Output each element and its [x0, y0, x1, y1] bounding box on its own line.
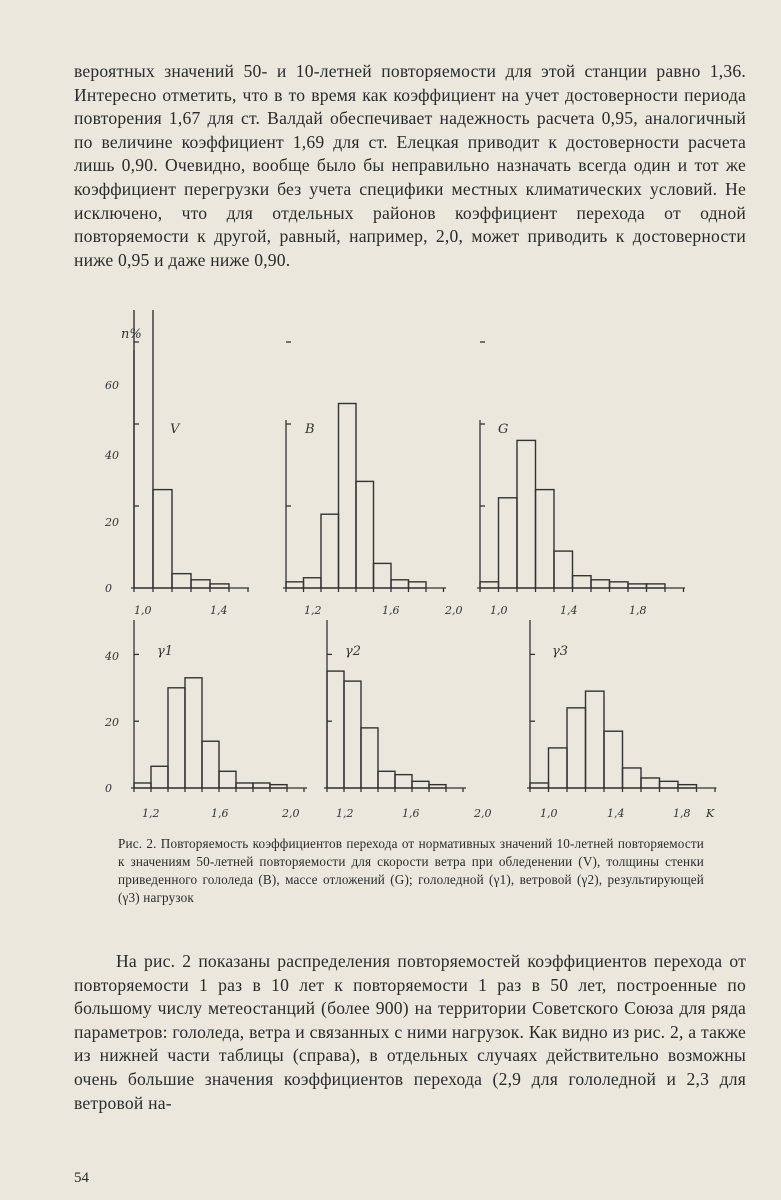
chart-5-bar: [327, 671, 344, 788]
chart-6-x-tick-label: K: [706, 807, 715, 820]
chart-1-bar: [172, 574, 191, 588]
chart-5-bar: [395, 775, 412, 788]
chart-1-bar: [191, 580, 210, 588]
chart-6-bar: [586, 691, 605, 788]
chart-5-x-tick-label: 2,0: [474, 807, 492, 820]
chart-3-bar: [591, 580, 610, 588]
chart-4-y-tick-label: 20: [105, 716, 119, 729]
chart-6-title: γ3: [552, 644, 569, 659]
chart-4-title: γ1: [157, 644, 174, 659]
chart-3-bar: [517, 440, 536, 588]
chart-6-bar: [530, 783, 549, 788]
chart-1-x-tick-label: 1,4: [210, 604, 228, 617]
chart-2-bar: [374, 563, 392, 588]
chart-4-bar: [185, 678, 202, 788]
chart-6-bar: [567, 708, 586, 788]
chart-5-bar: [412, 781, 429, 788]
chart-1-y-tick-label: 20: [105, 516, 119, 529]
chart-3-bar: [610, 582, 629, 588]
chart-4-bar: [202, 741, 219, 788]
chart-3-bar: [499, 498, 518, 588]
chart-1-bar: [134, 310, 153, 588]
chart-6-x-tick-label: 1,0: [540, 807, 558, 820]
chart-4-y-tick-label: 40: [105, 650, 119, 663]
chart-3-bar: [480, 582, 499, 588]
chart-1-y-tick-label: 60: [105, 379, 119, 392]
chart-5-x-tick-label: 1,6: [402, 807, 420, 820]
chart-4-bar: [270, 785, 287, 788]
chart-2-bar: [321, 514, 339, 588]
chart-3-bar: [554, 551, 573, 588]
chart-1-bar: [153, 490, 172, 588]
chart-4-bar: [219, 771, 236, 788]
chart-1-y-label: n%: [121, 327, 142, 342]
chart-6-bar: [678, 785, 697, 788]
chart-4-bar: [134, 783, 151, 788]
chart-6-bar: [660, 781, 679, 788]
chart-1-title: V: [170, 422, 180, 437]
chart-3-x-tick-label: 1,4: [560, 604, 578, 617]
page-number: 54: [74, 1170, 89, 1186]
chart-2-bar: [304, 578, 322, 588]
chart-4-bar: [236, 783, 253, 788]
chart-2-x-tick-label: 2,0: [445, 604, 463, 617]
chart-4-bar: [151, 766, 168, 788]
chart-3-x-tick-label: 1,0: [490, 604, 508, 617]
chart-1-y-tick-label: 0: [105, 582, 112, 595]
chart-5-bar: [429, 785, 446, 788]
chart-3-bar: [628, 584, 647, 588]
chart-3-bar: [573, 576, 592, 588]
chart-6-bar: [549, 748, 568, 788]
chart-4-x-tick-label: 2,0: [282, 807, 300, 820]
chart-5-bar: [344, 681, 361, 788]
chart-4-bar: [253, 783, 270, 788]
paragraph-bottom: На рис. 2 показаны распределения повторяемостей коэффициентов перехода от повторяемости 1 раз в 10 лет к повторяемости 1 раз в 50 лет, построенные по большому числу метеостанций (более 900) на территории Советского Союза для ряда параметров: гололеда, ветра и связанных с ними нагрузок. Как видно из рис. 2, а также из нижней части таблицы (справа), в отдельных случаях действительно возможны очень большие значения коэффициентов перехода (2,9 для гололедной и 2,3 для ветровой на-: [74, 951, 746, 1113]
chart-6-bar: [623, 768, 642, 788]
chart-4-x-tick-label: 1,2: [142, 807, 160, 820]
chart-5-title: γ2: [345, 644, 362, 659]
chart-2-x-tick-label: 1,6: [382, 604, 400, 617]
figure-2-histograms: [0, 310, 781, 830]
chart-3-x-tick-label: 1,8: [629, 604, 647, 617]
chart-2-bar: [286, 582, 304, 588]
chart-3-title: G: [498, 422, 509, 437]
chart-5-bar: [378, 771, 395, 788]
chart-3-bar: [536, 490, 555, 588]
chart-2-title: B: [305, 422, 315, 437]
chart-3-bar: [647, 584, 666, 588]
chart-2-bar: [356, 481, 374, 588]
figure-caption: Рис. 2. Повторяемость коэффициентов перехода от нормативных значений 10-летней повторяемости к значениям 50-летней повторяемости для скорости ветра при обледенении (V), толщины стенки приведенного гололеда (B), массе отложений (G); гололедной (γ1), ветровой (γ2), результирующей (γ3) нагрузок: [118, 836, 704, 905]
chart-2-x-tick-label: 1,2: [304, 604, 322, 617]
chart-2-bar: [391, 580, 409, 588]
paragraph-top: вероятных значений 50- и 10-летней повторяемости для этой станции равно 1,36. Интересно отметить, что в то время как коэффициент на учет достоверности периода повторения 1,67 для ст. Валдай обеспечивает надежность расчета 0,95, аналогичный по величине коэффициент 1,69 для ст. Елецкая приводит к достоверности расчета лишь 0,90. Очевидно, вообще было бы неправильно назначать всегда один и тот же коэффициент перегрузки без учета специфики местных климатических условий. Не исключено, что для отдельных районов коэффициент перехода от одной повторяемости к другой, равный, например, 2,0, может приводить к достоверности ниже 0,95 и даже ниже 0,90.: [74, 61, 746, 270]
chart-6-bar: [604, 731, 623, 788]
chart-5-bar: [361, 728, 378, 788]
chart-2-bar: [339, 404, 357, 589]
chart-4-x-tick-label: 1,6: [211, 807, 229, 820]
chart-6-x-tick-label: 1,8: [673, 807, 691, 820]
chart-1-x-tick-label: 1,0: [134, 604, 152, 617]
chart-5-x-tick-label: 1,2: [336, 807, 354, 820]
chart-1-bar: [210, 584, 229, 588]
chart-6-x-tick-label: 1,4: [607, 807, 625, 820]
chart-6-bar: [641, 778, 660, 788]
chart-4-bar: [168, 688, 185, 788]
chart-1-y-tick-label: 40: [105, 449, 119, 462]
chart-2-bar: [409, 582, 427, 588]
chart-4-y-tick-label: 0: [105, 782, 112, 795]
